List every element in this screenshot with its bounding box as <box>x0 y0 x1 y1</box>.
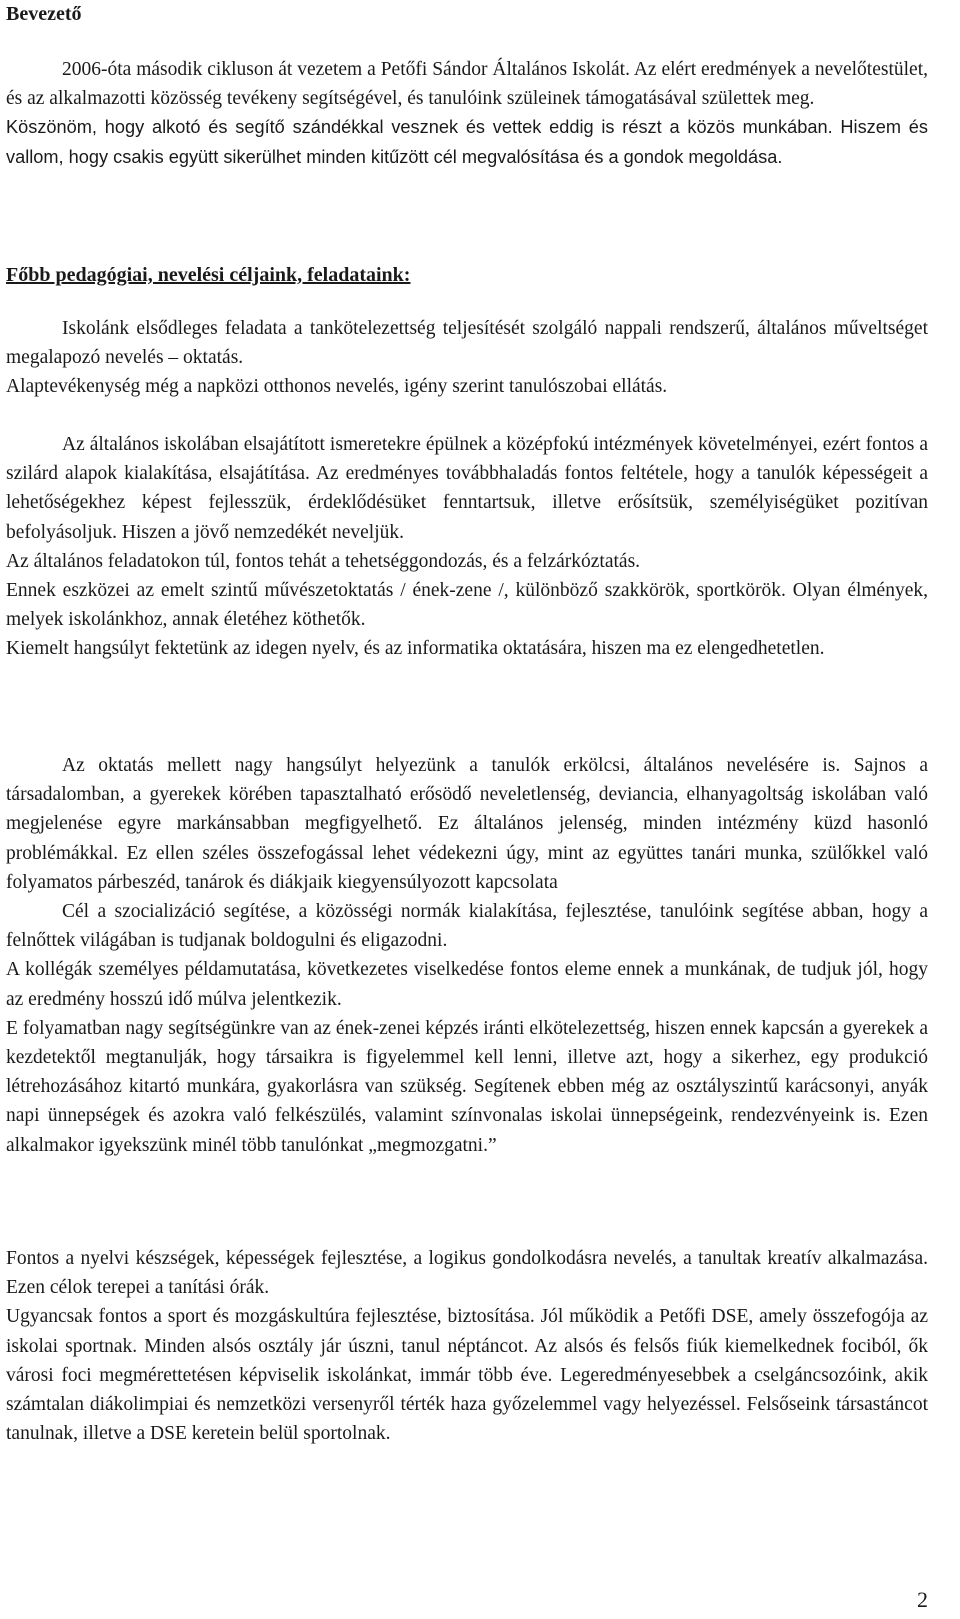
intro-paragraph-2: Köszönöm, hogy alkotó és segítő szándékkal vesznek és vettek eddig is részt a közös munkában. Hiszem és vallom, hogy csakis együtt sikerülhet minden kitűzött cél megvalósítása és a gondok megoldása. <box>6 117 928 167</box>
goals-paragraph-2: Alaptevékenység még a napközi otthonos nevelés, igény szerint tanulószobai ellátás. <box>6 376 668 398</box>
goals-paragraph-3: Az általános iskolában elsajátított ismeretekre épülnek a középfokú intézmények követelményei, ezért fontos a szilárd alapok kialakítása, elsajátítása. Az eredményes továbbhaladás fontos feltétele, hogy a tanulók képességeit a lehetőségekhez képest fejlesszük, érdeklődésüket fenntartsuk, illetve erősítsük, személyiségüket pozitívan befolyásoljuk. Hiszen a jövő nemzedékét neveljük. <box>6 434 928 543</box>
goals-paragraph-5: Ennek eszközei az emelt szintű művészetoktatás / ének-zene /, különböző szakkörök, sportkörök. Olyan élmények, melyek iskolánkhoz, annak életéhez köthetők. <box>6 580 928 631</box>
page-heading: Bevezető <box>6 3 82 25</box>
goals-paragraph-12: Ugyancsak fontos a sport és mozgáskultúra fejlesztése, biztosítása. Jól működik a Petőfi DSE, amely összefogója az iskolai sportnak. Minden alsós osztály jár úszni, tanul néptáncot. Az alsós és felsős fiúk kiemelkednek fociból, ők városi foci megmérettetésen képviselik iskolánkat, immár több éve. Legeredményesebbek a cselgáncsozóink, akik számtalan diákolimpiai és nemzetközi versenyről térték haza győzelemmel vagy helyezéssel. Felsőseink társastáncot tanulnak, illetve a DSE keretein belül sportolnak. <box>6 1306 928 1445</box>
goals-paragraph-11: Fontos a nyelvi készségek, képességek fejlesztése, a logikus gondolkodásra nevelés, a tanultak kreatív alkalmazása. Ezen célok terepei a tanítási órák. <box>6 1248 928 1299</box>
goals-paragraph-7: Az oktatás mellett nagy hangsúlyt helyezünk a tanulók erkölcsi, általános nevelésére is. Sajnos a társadalomban, a gyerekek körében tapasztalható erősödő neveletlenség, deviancia, elhanyagoltság iskolában való megjelenése egyre markánsabban megfigyelhető. Ez általános jelenség, minden intézmény küzd hasonló problémákkal. Ez ellen széles összefogással lehet védekezni úgy, mint az együttes tanári munka, szülőkkel való folyamatos párbeszéd, tanárok és diákjaik kiegyensúlyozott kapcsolata <box>6 755 928 893</box>
goals-paragraph-4: Az általános feladatokon túl, fontos tehát a tehetséggondozás, és a felzárkóztatás. <box>6 550 641 572</box>
page-number: 2 <box>917 1587 928 1612</box>
intro-section <box>6 55 928 172</box>
goals-paragraph-10: E folyamatban nagy segítségünkre van az ének-zenei képzés iránti elkötelezettség, hiszen ennek kapcsán a gyerekek a kezdetektől megtanulják, hogy társaikra is figyelemmel kell lenni, illetve azt, hogy a sikerhez, egy produkció létrehozásához kitartó munkára, gyakorlásra van szükség. Segítenek ebben még az osztályszintű karácsonyi, anyák napi ünnepségek és azokra való felkészülés, valamint színvonalas iskolai ünnepségeink, rendezvényeink is. Ezen alkalmakor igyekszünk minél több tanulónkat „megmozgatni.” <box>6 1017 928 1156</box>
goals-section-4 <box>6 1244 928 1448</box>
goals-paragraph-1: Iskolánk elsődleges feladata a tankötelezettség teljesítését szolgáló nappali rendszerű, általános műveltséget megalapozó nevelés – oktatás. <box>6 318 928 369</box>
goals-section-3 <box>6 751 928 1160</box>
intro-paragraph-1: 2006-óta második cikluson át vezetem a Petőfi Sándor Általános Iskolát. Az elért eredmények a nevelőtestület, és az alkalmazotti közösség tevékeny segítségével, és tanulóink szüleinek támogatásával születtek meg. <box>6 59 928 110</box>
goals-section-2 <box>6 430 928 664</box>
goals-paragraph-6: Kiemelt hangsúlyt fektetünk az idegen nyelv, és az informatika oktatására, hiszen ma ez elengedhetetlen. <box>6 638 825 660</box>
goals-paragraph-9: A kollégák személyes példamutatása, következetes viselkedése fontos eleme ennek a munkának, de tudjuk jól, hogy az eredmény hosszú idő múlva jelentkezik. <box>6 959 928 1010</box>
goals-paragraph-8: Cél a szocializáció segítése, a közösségi normák kialakítása, fejlesztése, tanulóink segítése abban, hogy a felnőttek világában is tudjanak boldogulni és eligazodni. <box>6 901 928 952</box>
goals-section-1 <box>6 314 928 402</box>
goals-subheading: Főbb pedagógiai, nevelési céljaink, feladataink: <box>6 264 411 286</box>
